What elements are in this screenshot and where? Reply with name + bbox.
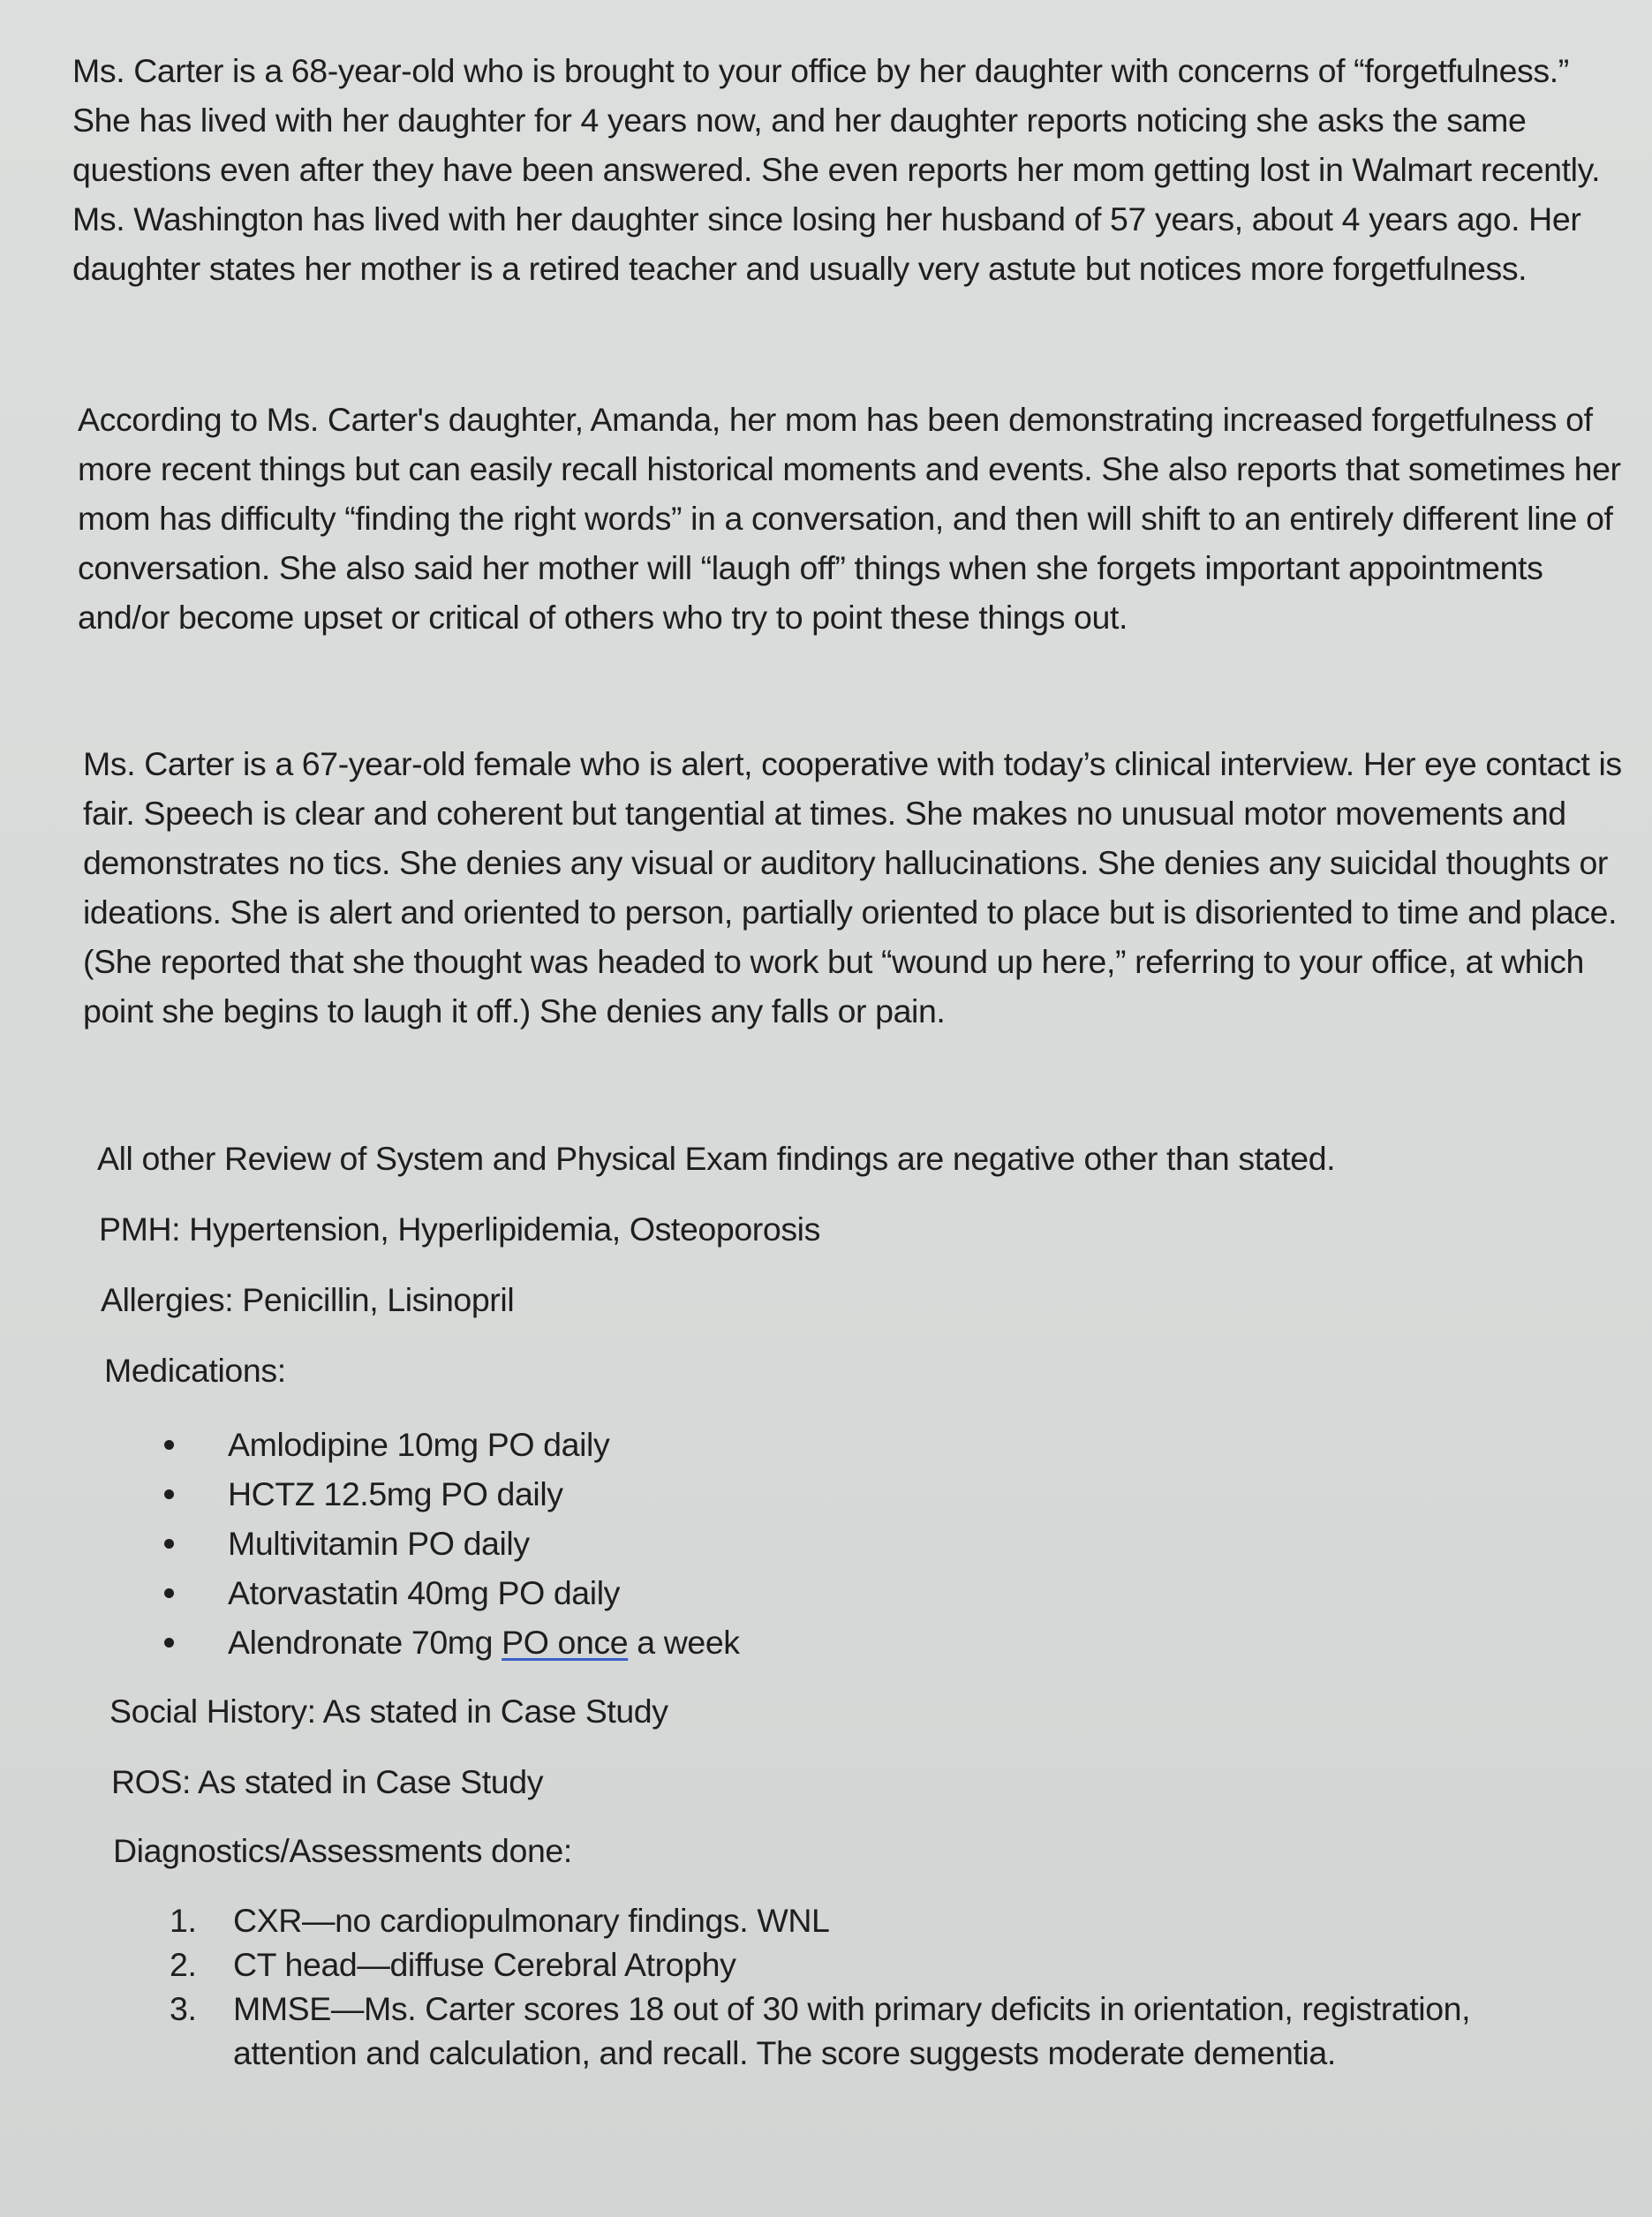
grammar-underline[interactable]: PO once xyxy=(502,1624,629,1661)
medication-item: Alendronate 70mg PO once a week xyxy=(161,1618,740,1667)
bullet-icon xyxy=(164,1638,174,1648)
diagnostics-heading: Diagnostics/Assessments done: xyxy=(113,1832,572,1869)
medication-item: HCTZ 12.5mg PO daily xyxy=(161,1469,740,1519)
diagnostic-item: 3. MMSE—Ms. Carter scores 18 out of 30 with primary deficits in orientation, registration, attention and calculation, and recall. The score suggests moderate dementia. xyxy=(170,1990,1471,2071)
case-study-document xyxy=(72,46,1626,2200)
medications-list xyxy=(161,1420,740,1667)
past-medical-history: PMH: Hypertension, Hyperlipidemia, Osteoporosis xyxy=(99,1210,820,1248)
medications-heading: Medications: xyxy=(104,1352,286,1389)
diagnostic-item: 1. CXR—no cardiopulmonary findings. WNL xyxy=(170,1902,830,1939)
diagnostic-item: 2. CT head—diffuse Cerebral Atrophy xyxy=(170,1946,736,1983)
medication-item: Atorvastatin 40mg PO daily xyxy=(161,1568,740,1618)
social-history: Social History: As stated in Case Study xyxy=(109,1693,668,1730)
bullet-icon xyxy=(164,1539,174,1549)
paragraph-daughter-report: According to Ms. Carter's daughter, Amanda, her mom has been demonstrating increased forgetfulness of more recent things but can easily recall historical moments and events. She also reports that sometimes her mom has difficulty “finding the right words” in a conversation, and then will shift to an entirely different line of conversation. She also said her mother will “laugh off” things when she forgets important appointments and/or become upset or critical of others who try to point these things out. xyxy=(78,401,1621,636)
bullet-icon xyxy=(164,1588,174,1598)
allergies: Allergies: Penicillin, Lisinopril xyxy=(101,1281,515,1318)
review-of-systems-statement: All other Review of System and Physical Exam findings are negative other than stated. xyxy=(97,1140,1336,1177)
medication-item: Amlodipine 10mg PO daily xyxy=(161,1420,740,1469)
paragraph-presenting-concern: Ms. Carter is a 68-year-old who is brought to your office by her daughter with concerns of “forgetfulness.” She has lived with her daughter for 4 years now, and her daughter reports noticing she asks the same questions even after they have been answered. She even reports her mom getting lost in Walmart recently. Ms. Washington has lived with her daughter since losing her husband of 57 years, about 4 years ago. Her daughter states her mother is a retired teacher and usually very astute but notices more forgetfulness. xyxy=(72,52,1601,287)
ros-line: ROS: As stated in Case Study xyxy=(111,1763,544,1800)
diagnostics-list xyxy=(170,1898,1547,2075)
bullet-icon xyxy=(164,1489,174,1499)
medication-item: Multivitamin PO daily xyxy=(161,1519,740,1568)
bullet-icon xyxy=(164,1440,174,1450)
paragraph-mental-status-exam: Ms. Carter is a 67-year-old female who is alert, cooperative with today’s clinical interview. Her eye contact is fair. Speech is clear and coherent but tangential at times. She makes no unusual motor movements and demonstrates no tics. She denies any visual or auditory hallucinations. She denies any suicidal thoughts or ideations. She is alert and oriented to person, partially oriented to place but is disoriented to time and place. (She reported that she thought was headed to work but “wound up here,” referring to your office, at which point she begins to laugh it off.) She denies any falls or pain. xyxy=(83,745,1622,1029)
